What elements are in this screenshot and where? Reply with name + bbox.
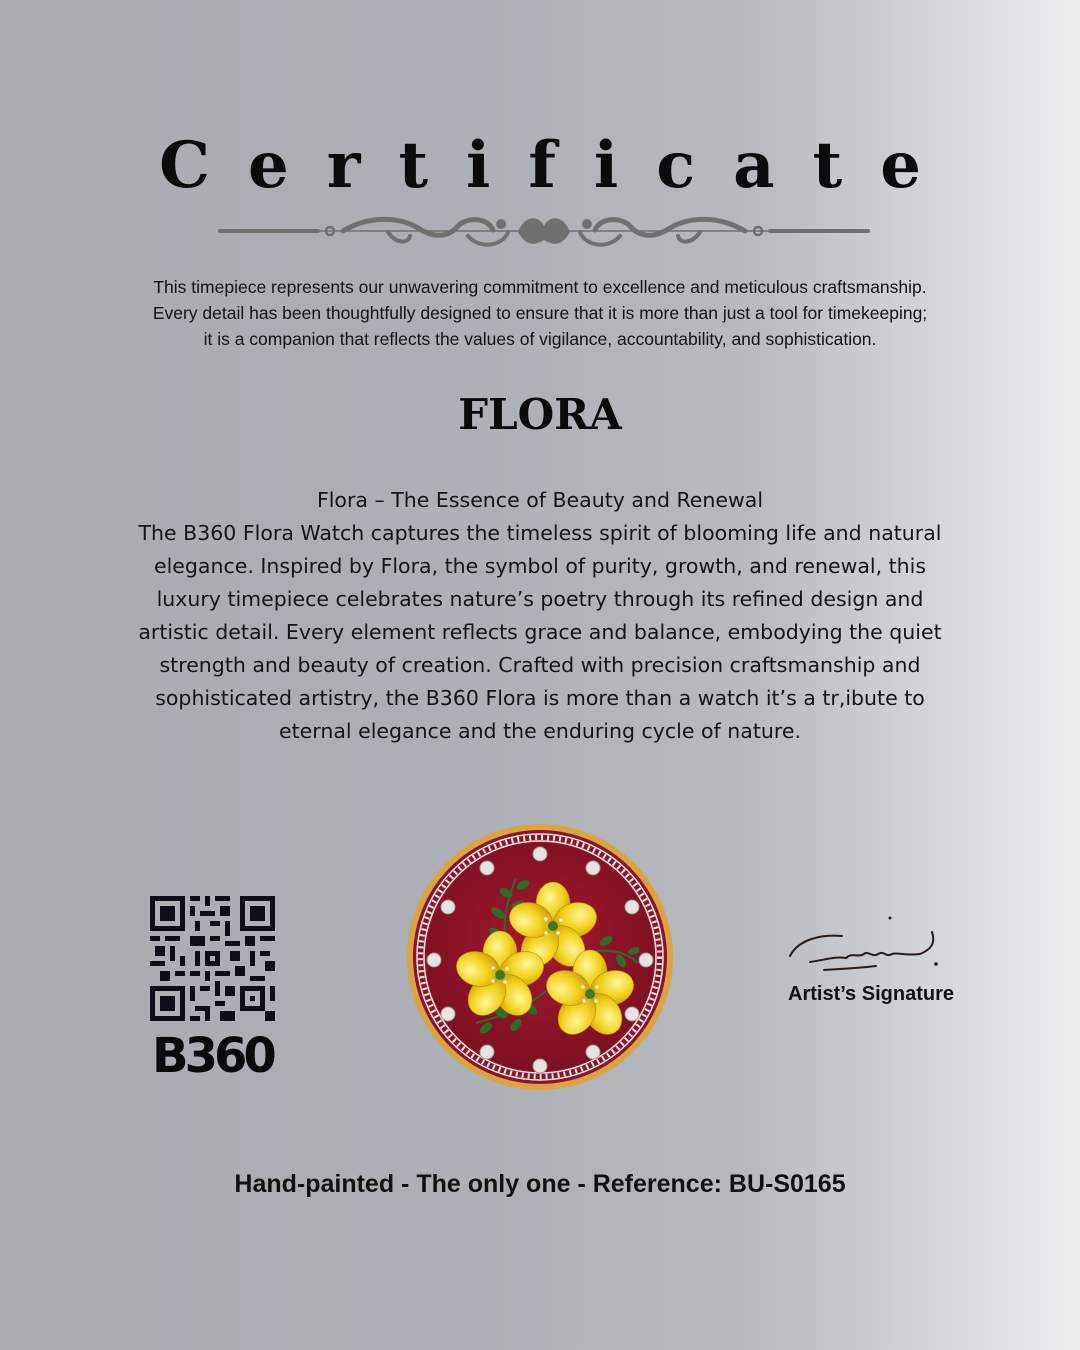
intro-line: it is a companion that reflects the values of vigilance, accountability, and sophistication.: [203, 329, 877, 349]
product-name: FLORA: [458, 390, 622, 439]
artist-signature-image: [780, 912, 960, 982]
brand-logo: B360: [152, 1028, 273, 1084]
description-subtitle: Flora – The Essence of Beauty and Renewal: [316, 488, 764, 512]
qr-code-icon[interactable]: [150, 896, 275, 1021]
description-line: artistic detail. Every element reflects grace and balance, embodying the quiet: [138, 620, 942, 644]
watch-dial-image: [406, 823, 674, 1091]
intro-paragraph: [100, 274, 980, 352]
description-line: strength and beauty of creation. Crafted with precision craftsmanship and: [159, 653, 921, 677]
description-line: The B360 Flora Watch captures the timeless spirit of blooming life and natural: [138, 521, 942, 545]
intro-line: This timepiece represents our unwavering commitment to excellence and meticulous craftsmanship.: [153, 277, 927, 297]
reference-footer: Hand-painted - The only one - Reference: BU-S0165: [234, 1170, 846, 1198]
certificate-title: Certificate: [159, 128, 959, 203]
description-line: elegance. Inspired by Flora, the symbol of purity, growth, and renewal, this: [153, 554, 927, 578]
description-line: luxury timepiece celebrates nature’s poetry through its refined design and: [156, 587, 924, 611]
product-description: [110, 484, 970, 748]
description-line: sophisticated artistry, the B360 Flora is more than a watch it’s a tr,ibute to: [155, 686, 925, 710]
description-line: eternal elegance and the enduring cycle of nature.: [279, 719, 801, 743]
flourish-divider-icon: [218, 210, 870, 254]
intro-line: Every detail has been thoughtfully designed to ensure that it is more than just a tool for timekeeping;: [152, 303, 928, 323]
artist-signature-label: Artist’s Signature: [788, 983, 954, 1005]
